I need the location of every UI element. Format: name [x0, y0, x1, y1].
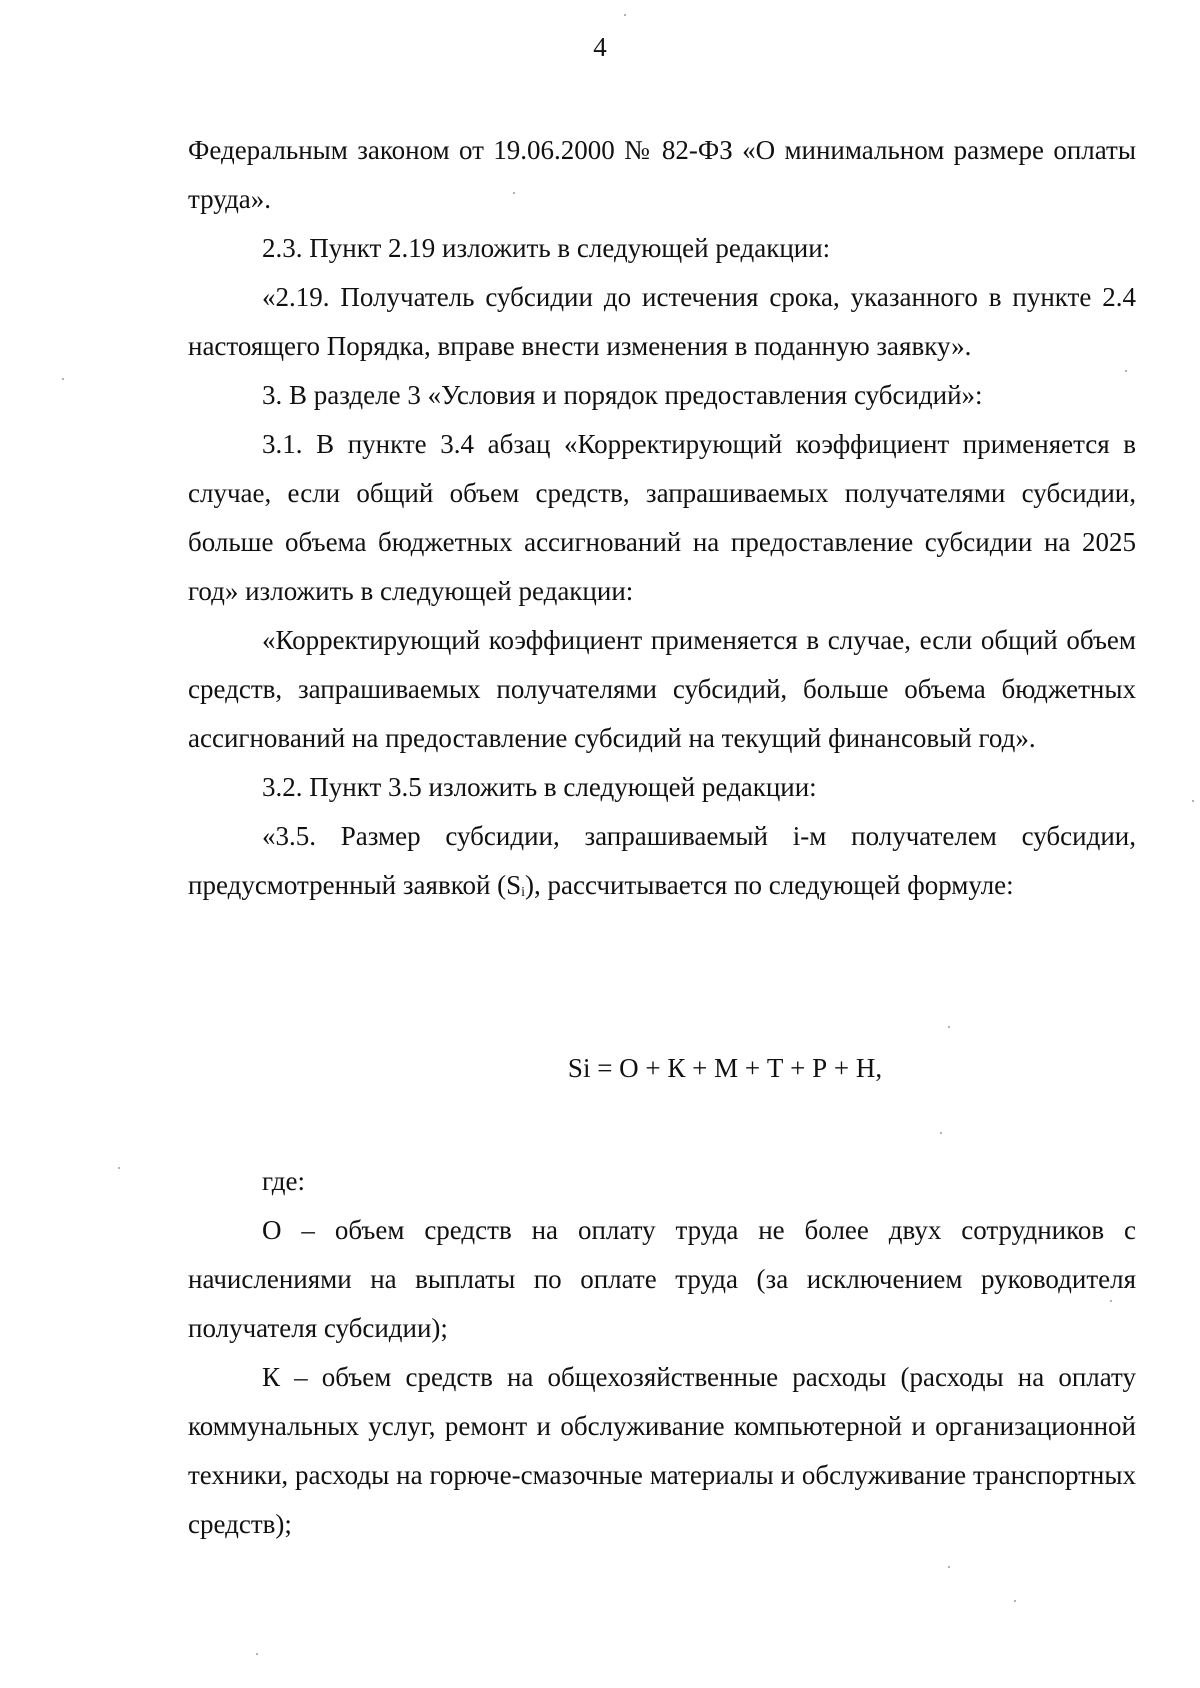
scan-speck	[256, 1653, 258, 1655]
paragraph-o-definition: О – объем средств на оплату труда не более двух сотрудников с начислениями на выплаты по оплате труда (за исключением руководителя получателя субсидии);	[188, 1215, 1136, 1343]
scan-speck	[62, 378, 64, 380]
paragraph-section-3: 3. В разделе 3 «Условия и порядок предоставления субсидий»:	[262, 380, 983, 410]
scan-speck	[940, 1132, 942, 1134]
text-block-lower	[188, 1157, 1136, 1549]
paragraph-3-5-text: «3.5. Размер субсидии, запрашиваемый i-м получателем субсидии, предусмотренный заявкой (S	[188, 821, 1136, 900]
scan-speck	[948, 1026, 950, 1028]
scan-speck	[624, 14, 626, 16]
page-number: 4	[593, 32, 607, 62]
paragraph-3-1: 3.1. В пункте 3.4 абзац «Корректирующий коэффициент применяется в случае, если общий объем средств, запрашиваемых получателями субсидии, больше объема бюджетных ассигнований на предоставление субсидии на 2025 год» изложить в следующей редакции:	[188, 429, 1136, 606]
text-block-upper	[188, 126, 1136, 915]
paragraph-k-definition: К – объем средств на общехозяйственные расходы (расходы на оплату коммунальных услуг, ремонт и обслуживание компьютерной и организационной техники, расходы на горюче-смазочные материалы и обслуживание транспортных средств);	[188, 1362, 1136, 1539]
subscript-i: i	[521, 885, 526, 900]
paragraph-2-19: «2.19. Получатель субсидии до истечения срока, указанного в пункте 2.4 настоящего Порядка, вправе внести изменения в поданную заявку».	[188, 282, 1136, 361]
scan-speck	[948, 1566, 950, 1568]
formula	[0, 1051, 1200, 1085]
scan-speck	[513, 192, 515, 194]
scan-speck	[1192, 800, 1194, 802]
paragraph-3-5	[188, 812, 1136, 915]
paragraph-where: где:	[262, 1166, 305, 1196]
paragraph-law-reference: Федеральным законом от 19.06.2000 № 82-ФЗ «О минимальном размере оплаты труда».	[188, 135, 1136, 214]
scan-speck	[1110, 1300, 1112, 1302]
scan-speck	[1125, 370, 1127, 372]
paragraph-3-5-tail: ), рассчитывается по следующей формуле:	[525, 870, 1014, 900]
paragraph-2-3: 2.3. Пункт 2.19 изложить в следующей редакции:	[262, 233, 831, 263]
paragraph-correction-coefficient: «Корректирующий коэффициент применяется в случае, если общий объем средств, запрашиваемых получателями субсидий, больше объема бюджетных ассигнований на предоставление субсидий на текущий финансовый год».	[188, 625, 1136, 753]
scan-speck	[118, 1167, 120, 1169]
formula-text: Si = О + К + М + Т + Р + Н,	[567, 1053, 883, 1083]
scan-speck	[1014, 1600, 1016, 1602]
paragraph-3-2: 3.2. Пункт 3.5 изложить в следующей редакции:	[262, 772, 817, 802]
